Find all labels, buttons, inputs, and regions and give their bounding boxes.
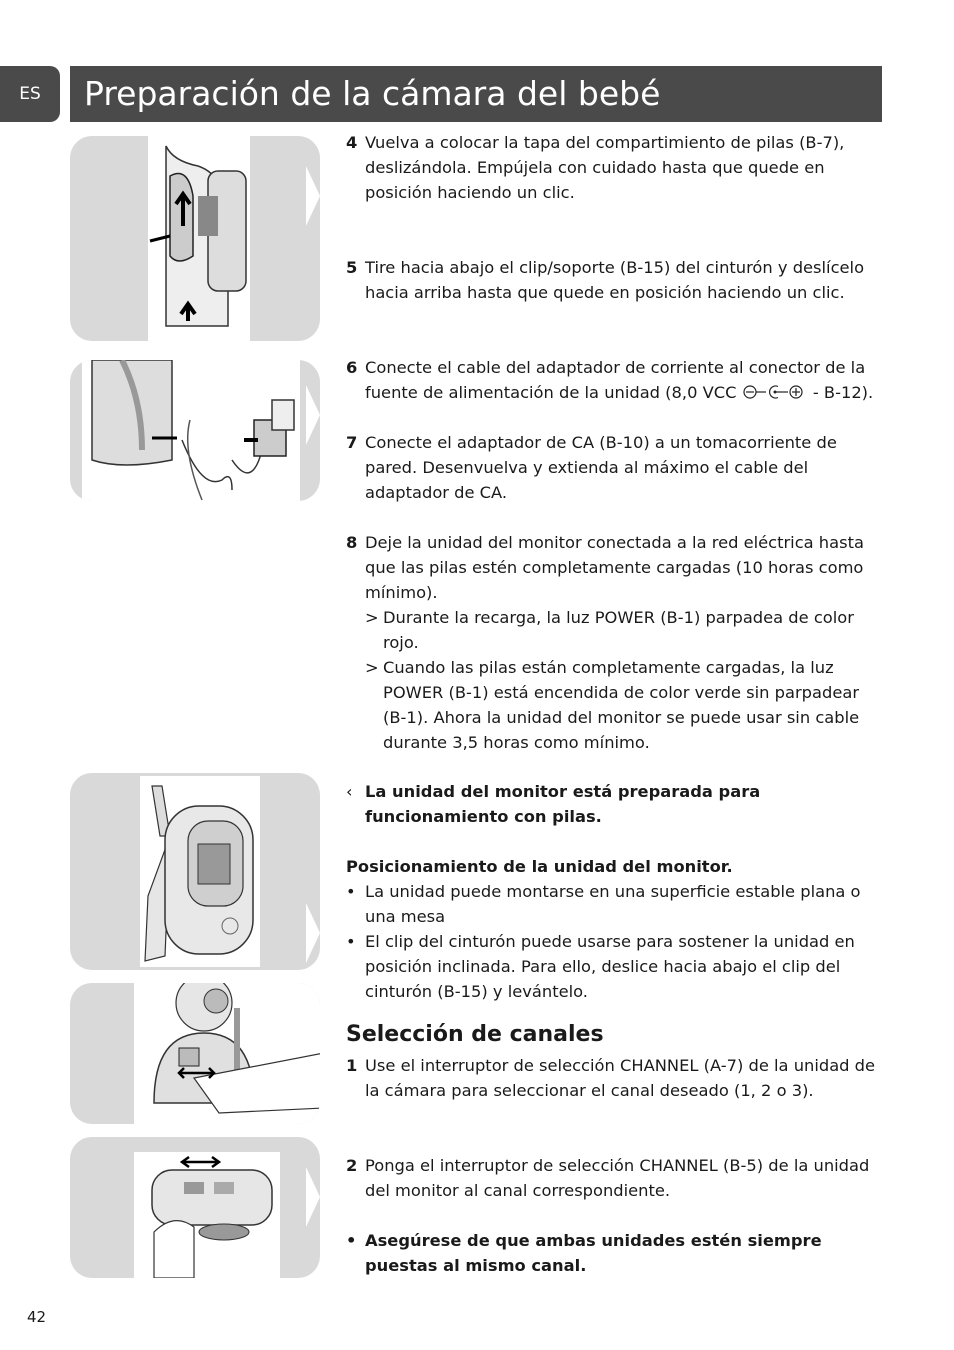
step-text: Conecte el cable del adaptador de corriente al conector de la fuente de alimentación de la unidad (8,0 VCC bbox=[365, 358, 866, 402]
illustration-panel-camera-switch bbox=[70, 983, 320, 1124]
ready-marker: ‹ bbox=[346, 782, 353, 801]
step-number: 5 bbox=[346, 258, 358, 277]
language-tab: ES bbox=[0, 66, 60, 122]
step-8 bbox=[346, 530, 886, 755]
bullet-marker: • bbox=[346, 932, 356, 951]
positioning-bullet bbox=[346, 929, 886, 1004]
page-title: Preparación de la cámara del bebé bbox=[70, 66, 882, 122]
page-number: 42 bbox=[27, 1308, 47, 1326]
step-text: Deje la unidad del monitor conectada a la red eléctrica hasta que las pilas estén completamente cargadas (10 horas como mínimo). bbox=[365, 533, 864, 602]
channels-heading: Selección de canales bbox=[346, 1022, 604, 1047]
step-number: 1 bbox=[346, 1056, 358, 1075]
illustration-panel-monitor-switch bbox=[70, 1137, 320, 1278]
dc-polarity-icon bbox=[742, 381, 808, 406]
sub-text: Durante la recarga, la luz POWER (B-1) parpadea de color rojo. bbox=[383, 608, 854, 652]
sub-text: Cuando las pilas están completamente cargadas, la luz POWER (B-1) está encendida de color verde sin parpadear (B-1). Ahora la unidad del monitor se puede usar sin cable durante 3,5 horas como mínimo. bbox=[383, 658, 860, 752]
channel-step-1 bbox=[346, 1053, 886, 1103]
channel-step-2 bbox=[346, 1153, 886, 1203]
monitor-switch-illustration bbox=[134, 1152, 280, 1278]
step-number: 6 bbox=[346, 358, 358, 377]
positioning-heading: Posicionamiento de la unidad del monitor. bbox=[346, 857, 733, 876]
illustration-panel-adapter bbox=[70, 360, 320, 501]
ready-note bbox=[346, 779, 886, 829]
battery-cover-illustration bbox=[148, 136, 250, 341]
ready-text: La unidad del monitor está preparada para funcionamiento con pilas. bbox=[365, 782, 761, 826]
step-7 bbox=[346, 430, 886, 505]
step-5 bbox=[346, 255, 886, 305]
note-marker: • bbox=[346, 1231, 357, 1250]
step-8-sub-2 bbox=[365, 655, 886, 755]
note-text: Asegúrese de que ambas unidades estén siempre puestas al mismo canal. bbox=[365, 1231, 822, 1275]
step-6 bbox=[346, 355, 886, 406]
positioning-section bbox=[346, 854, 886, 1004]
positioning-bullet bbox=[346, 879, 886, 929]
illustration-panel-battery-cover bbox=[70, 136, 320, 341]
monitor-unit-illustration bbox=[140, 776, 260, 967]
step-text: Tire hacia abajo el clip/soporte (B-15) del cinturón y deslícelo hacia arriba hasta que quede en posición haciendo un clic. bbox=[365, 258, 865, 302]
step-text: Use el interruptor de selección CHANNEL (A-7) de la unidad de la cámara para seleccionar el canal deseado (1, 2 o 3). bbox=[365, 1056, 876, 1100]
illustration-panel-monitor bbox=[70, 773, 320, 970]
bullet-text: El clip del cinturón puede usarse para sostener la unidad en posición inclinada. Para ello, deslice hacia abajo el clip del cinturón (B-15) y levántelo. bbox=[365, 932, 855, 1001]
step-text: Ponga el interruptor de selección CHANNEL (B-5) de la unidad del monitor al canal correspondiente. bbox=[365, 1156, 870, 1200]
step-number: 8 bbox=[346, 533, 358, 552]
step-8-sub-1 bbox=[365, 605, 886, 655]
bullet-marker: • bbox=[346, 882, 356, 901]
camera-switch-illustration bbox=[134, 983, 320, 1124]
power-adapter-illustration bbox=[82, 360, 300, 501]
step-number: 2 bbox=[346, 1156, 358, 1175]
channel-note bbox=[346, 1228, 886, 1278]
sub-marker: > bbox=[365, 658, 379, 677]
step-text: Conecte el adaptador de CA (B-10) a un tomacorriente de pared. Desenvuelva y extienda al máximo el cable del adaptador de CA. bbox=[365, 433, 837, 502]
step-text: Vuelva a colocar la tapa del compartimiento de pilas (B-7), deslizándola. Empújela con cuidado hasta que quede en posición haciendo un clic. bbox=[365, 133, 845, 202]
sub-marker: > bbox=[365, 608, 379, 627]
step-text-suffix: - B-12). bbox=[812, 383, 874, 402]
step-number: 7 bbox=[346, 433, 358, 452]
step-4 bbox=[346, 130, 886, 205]
bullet-text: La unidad puede montarse en una superficie estable plana o una mesa bbox=[365, 882, 861, 926]
step-number: 4 bbox=[346, 133, 358, 152]
